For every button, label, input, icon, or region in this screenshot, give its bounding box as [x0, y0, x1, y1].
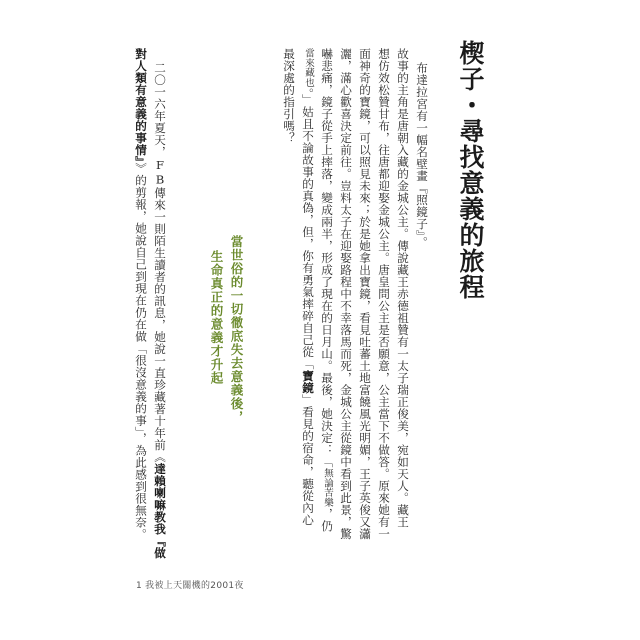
body-line-9	[152, 62, 168, 559]
body-line-5: 灑，滿心歡喜決定前往。豈料太子在迎娶路程中不幸落馬而死，金城公主從鏡中看到此景，驚	[339, 48, 353, 540]
body-line-10-text: 》的剪報，她說自己到現在仍在做「很沒意義的事」，為此感到很無奈。	[134, 162, 148, 541]
body-line-2: 故事的主角是唐朝入藏的金城公主。傳說藏王赤德祖贊有一太子瑞正俊美，宛如天人。藏王	[396, 48, 410, 528]
body-line-1: 布達拉宮有一幅名壁畫『照鏡子』。	[415, 62, 429, 249]
body-line-6	[319, 48, 335, 532]
body-line-6-text: 嚇悲痛，鏡子從手上摔落，變成兩半，形成了現在的日月山。最後，她決定：「	[320, 48, 334, 468]
body-line-3: 想仿效松贊甘布，往唐都迎娶金城公主。唐皇問公主是否願意，公主當下不做答。原來她有一	[377, 48, 391, 540]
body-line-7-end: 」看見的宿命，聽從內心	[301, 393, 315, 526]
subheading-line-2: 生命真正的意義才升起	[209, 250, 224, 385]
body-line-7-text: 。」姑且不論故事的真偽，但，你有勇氣摔碎自己從「	[301, 87, 315, 370]
body-line-9-bold: 達賴喇嘛教我『做	[153, 462, 167, 559]
quote-small-text: 無論苦樂	[322, 468, 333, 508]
body-line-7-bold: 寶鏡	[301, 369, 315, 394]
body-line-9-text: 二〇一六年夏天，FB傳來一則陌生讀者的訊息，她說一直珍藏著十年前《	[153, 62, 167, 463]
body-line-6-tail: ，仍	[320, 507, 334, 532]
body-line-7	[300, 48, 316, 526]
body-line-7-small: 當來藏也	[303, 48, 314, 88]
subheading-line-1: 當世俗的一切徹底失去意義後，	[229, 235, 244, 424]
body-line-10	[133, 48, 149, 540]
body-line-4: 面神奇的寶鏡，可以照見未來；於是她拿出寶鏡，看見吐蕃土地富饒風光明媚，王子英俊又瀟	[358, 48, 372, 540]
chapter-title: 楔子・尋找意義的旅程	[456, 40, 485, 300]
body-line-10-bold: 對人類有意義的事情』	[134, 48, 148, 163]
body-line-8: 最深處的指引嗎？	[282, 48, 296, 144]
page-footer: 1 我被上天關機的2001夜	[136, 581, 244, 591]
